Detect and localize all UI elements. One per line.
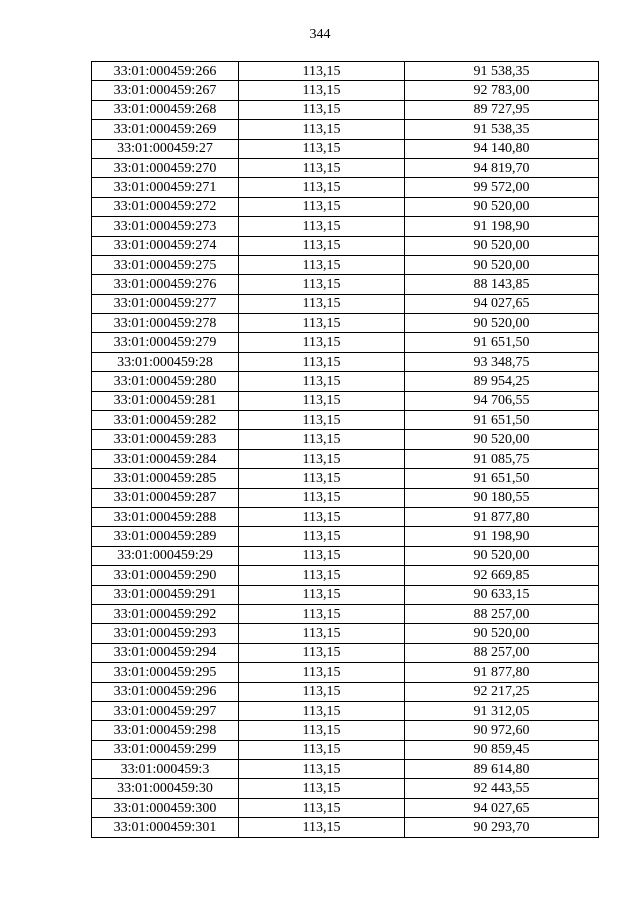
area-cell: 113,15 [239, 217, 405, 236]
cadastral-number-cell: 33:01:000459:271 [92, 178, 239, 197]
cadastral-number-cell: 33:01:000459:299 [92, 740, 239, 759]
area-cell: 113,15 [239, 100, 405, 119]
table-row [92, 158, 599, 177]
cadastral-number-cell: 33:01:000459:291 [92, 585, 239, 604]
area-cell: 113,15 [239, 527, 405, 546]
cadastral-number-cell: 33:01:000459:266 [92, 62, 239, 81]
area-cell: 113,15 [239, 566, 405, 585]
table-row [92, 275, 599, 294]
table-row [92, 488, 599, 507]
table-row [92, 391, 599, 410]
table-row [92, 760, 599, 779]
table-row [92, 139, 599, 158]
cadastral-value-cell: 91 198,90 [405, 217, 599, 236]
cadastral-number-cell: 33:01:000459:274 [92, 236, 239, 255]
cadastral-number-cell: 33:01:000459:282 [92, 411, 239, 430]
cadastral-value-cell: 90 520,00 [405, 255, 599, 274]
cadastral-value-cell: 99 572,00 [405, 178, 599, 197]
cadastral-value-cell: 91 538,35 [405, 62, 599, 81]
cadastral-value-cell: 91 877,80 [405, 507, 599, 526]
cadastral-number-cell: 33:01:000459:270 [92, 158, 239, 177]
cadastral-value-cell: 90 520,00 [405, 314, 599, 333]
cadastral-value-cell: 92 443,55 [405, 779, 599, 798]
cadastral-value-cell: 94 706,55 [405, 391, 599, 410]
cadastral-number-cell: 33:01:000459:297 [92, 701, 239, 720]
area-cell: 113,15 [239, 507, 405, 526]
cadastral-value-cell: 90 972,60 [405, 721, 599, 740]
cadastral-value-cell: 88 257,00 [405, 604, 599, 623]
area-cell: 113,15 [239, 643, 405, 662]
cadastral-value-cell: 88 143,85 [405, 275, 599, 294]
table-row [92, 798, 599, 817]
cadastral-value-cell: 90 520,00 [405, 197, 599, 216]
table-row [92, 566, 599, 585]
cadastral-number-cell: 33:01:000459:298 [92, 721, 239, 740]
cadastral-value-cell: 94 027,65 [405, 294, 599, 313]
cadastral-value-table [91, 61, 599, 838]
cadastral-value-cell: 89 954,25 [405, 372, 599, 391]
area-cell: 113,15 [239, 604, 405, 623]
table-row [92, 546, 599, 565]
area-cell: 113,15 [239, 178, 405, 197]
cadastral-number-cell: 33:01:000459:268 [92, 100, 239, 119]
area-cell: 113,15 [239, 546, 405, 565]
table-row [92, 604, 599, 623]
cadastral-number-cell: 33:01:000459:288 [92, 507, 239, 526]
area-cell: 113,15 [239, 391, 405, 410]
table-row [92, 721, 599, 740]
area-cell: 113,15 [239, 449, 405, 468]
table-row [92, 682, 599, 701]
cadastral-number-cell: 33:01:000459:292 [92, 604, 239, 623]
cadastral-value-cell: 90 859,45 [405, 740, 599, 759]
cadastral-number-cell: 33:01:000459:267 [92, 81, 239, 100]
table-row [92, 197, 599, 216]
area-cell: 113,15 [239, 798, 405, 817]
area-cell: 113,15 [239, 701, 405, 720]
table-row [92, 178, 599, 197]
cadastral-number-cell: 33:01:000459:295 [92, 663, 239, 682]
table-row [92, 449, 599, 468]
area-cell: 113,15 [239, 682, 405, 701]
table-row [92, 779, 599, 798]
cadastral-value-cell: 90 293,70 [405, 818, 599, 837]
cadastral-value-cell: 90 633,15 [405, 585, 599, 604]
cadastral-number-cell: 33:01:000459:284 [92, 449, 239, 468]
cadastral-number-cell: 33:01:000459:28 [92, 352, 239, 371]
cadastral-number-cell: 33:01:000459:293 [92, 624, 239, 643]
area-cell: 113,15 [239, 120, 405, 139]
cadastral-number-cell: 33:01:000459:283 [92, 430, 239, 449]
area-cell: 113,15 [239, 469, 405, 488]
cadastral-number-cell: 33:01:000459:285 [92, 469, 239, 488]
cadastral-value-cell: 91 312,05 [405, 701, 599, 720]
cadastral-value-cell: 88 257,00 [405, 643, 599, 662]
area-cell: 113,15 [239, 740, 405, 759]
area-cell: 113,15 [239, 818, 405, 837]
area-cell: 113,15 [239, 488, 405, 507]
area-cell: 113,15 [239, 721, 405, 740]
area-cell: 113,15 [239, 430, 405, 449]
area-cell: 113,15 [239, 663, 405, 682]
cadastral-value-cell: 90 520,00 [405, 624, 599, 643]
table-row [92, 81, 599, 100]
table-body [92, 62, 599, 838]
cadastral-number-cell: 33:01:000459:269 [92, 120, 239, 139]
cadastral-value-cell: 91 651,50 [405, 333, 599, 352]
area-cell: 113,15 [239, 236, 405, 255]
cadastral-value-cell: 94 027,65 [405, 798, 599, 817]
area-cell: 113,15 [239, 197, 405, 216]
cadastral-value-cell: 89 614,80 [405, 760, 599, 779]
cadastral-number-cell: 33:01:000459:272 [92, 197, 239, 216]
cadastral-value-cell: 94 140,80 [405, 139, 599, 158]
table-row [92, 236, 599, 255]
table-row [92, 701, 599, 720]
table-row [92, 818, 599, 837]
area-cell: 113,15 [239, 333, 405, 352]
area-cell: 113,15 [239, 81, 405, 100]
cadastral-number-cell: 33:01:000459:287 [92, 488, 239, 507]
cadastral-value-cell: 90 520,00 [405, 236, 599, 255]
cadastral-value-cell: 93 348,75 [405, 352, 599, 371]
area-cell: 113,15 [239, 275, 405, 294]
cadastral-value-cell: 92 783,00 [405, 81, 599, 100]
cadastral-number-cell: 33:01:000459:3 [92, 760, 239, 779]
table-row [92, 333, 599, 352]
table-row [92, 217, 599, 236]
area-cell: 113,15 [239, 585, 405, 604]
area-cell: 113,15 [239, 779, 405, 798]
cadastral-number-cell: 33:01:000459:301 [92, 818, 239, 837]
area-cell: 113,15 [239, 62, 405, 81]
cadastral-value-cell: 90 520,00 [405, 430, 599, 449]
table-row [92, 624, 599, 643]
cadastral-number-cell: 33:01:000459:296 [92, 682, 239, 701]
cadastral-number-cell: 33:01:000459:279 [92, 333, 239, 352]
area-cell: 113,15 [239, 411, 405, 430]
cadastral-value-cell: 92 669,85 [405, 566, 599, 585]
table-row [92, 120, 599, 139]
table-row [92, 585, 599, 604]
cadastral-number-cell: 33:01:000459:276 [92, 275, 239, 294]
area-cell: 113,15 [239, 139, 405, 158]
table-row [92, 352, 599, 371]
table-row [92, 411, 599, 430]
table-row [92, 643, 599, 662]
area-cell: 113,15 [239, 624, 405, 643]
table-row [92, 740, 599, 759]
area-cell: 113,15 [239, 294, 405, 313]
cadastral-number-cell: 33:01:000459:277 [92, 294, 239, 313]
cadastral-value-cell: 91 198,90 [405, 527, 599, 546]
area-cell: 113,15 [239, 352, 405, 371]
cadastral-value-cell: 90 180,55 [405, 488, 599, 507]
area-cell: 113,15 [239, 255, 405, 274]
cadastral-number-cell: 33:01:000459:278 [92, 314, 239, 333]
area-cell: 113,15 [239, 158, 405, 177]
cadastral-number-cell: 33:01:000459:300 [92, 798, 239, 817]
cadastral-value-cell: 91 651,50 [405, 469, 599, 488]
cadastral-number-cell: 33:01:000459:29 [92, 546, 239, 565]
cadastral-number-cell: 33:01:000459:281 [92, 391, 239, 410]
cadastral-number-cell: 33:01:000459:30 [92, 779, 239, 798]
cadastral-number-cell: 33:01:000459:27 [92, 139, 239, 158]
cadastral-value-cell: 91 085,75 [405, 449, 599, 468]
area-cell: 113,15 [239, 760, 405, 779]
table-row [92, 255, 599, 274]
area-cell: 113,15 [239, 372, 405, 391]
table-row [92, 469, 599, 488]
cadastral-value-cell: 91 651,50 [405, 411, 599, 430]
page-number: 344 [309, 27, 331, 42]
cadastral-number-cell: 33:01:000459:289 [92, 527, 239, 546]
cadastral-value-cell: 91 877,80 [405, 663, 599, 682]
cadastral-number-cell: 33:01:000459:294 [92, 643, 239, 662]
cadastral-value-cell: 89 727,95 [405, 100, 599, 119]
area-cell: 113,15 [239, 314, 405, 333]
table-row [92, 294, 599, 313]
table-row [92, 100, 599, 119]
table-row [92, 663, 599, 682]
table-row [92, 372, 599, 391]
cadastral-number-cell: 33:01:000459:273 [92, 217, 239, 236]
table-row [92, 314, 599, 333]
cadastral-value-cell: 91 538,35 [405, 120, 599, 139]
cadastral-value-cell: 94 819,70 [405, 158, 599, 177]
cadastral-number-cell: 33:01:000459:290 [92, 566, 239, 585]
table-row [92, 430, 599, 449]
cadastral-number-cell: 33:01:000459:280 [92, 372, 239, 391]
cadastral-value-cell: 90 520,00 [405, 546, 599, 565]
table-row [92, 527, 599, 546]
table-row [92, 507, 599, 526]
cadastral-number-cell: 33:01:000459:275 [92, 255, 239, 274]
table-row [92, 62, 599, 81]
cadastral-value-cell: 92 217,25 [405, 682, 599, 701]
